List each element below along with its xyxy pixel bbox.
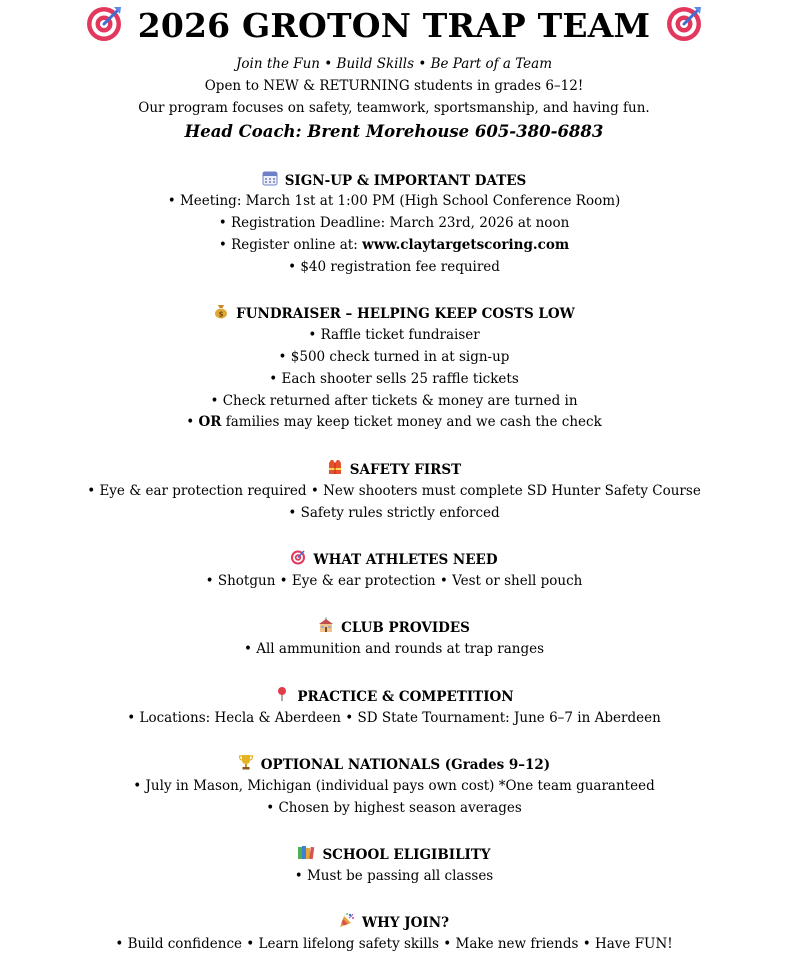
school-icon — [318, 617, 334, 638]
calendar-icon — [262, 170, 278, 191]
section-heading: WHY JOIN? — [362, 914, 449, 931]
focus-text: Our program focuses on safety, teamwork, sportsmanship, and having fun. — [138, 100, 650, 116]
nationals-heading — [0, 754, 788, 775]
section-heading: SAFETY FIRST — [349, 461, 462, 478]
section-heading: FUNDRAISER – HELPING KEEP COSTS LOW — [236, 305, 575, 322]
page-title: 2026 GROTON TRAP TEAM — [137, 5, 651, 45]
tagline: Join the Fun • Build Skills • Be Part of a Team — [235, 56, 553, 72]
section-heading: WHAT ATHLETES NEED — [313, 551, 498, 568]
register-prefix: • Register online at: — [218, 237, 363, 253]
register-link[interactable]: www.claytargetscoring.com — [362, 237, 570, 253]
pushpin-icon — [274, 686, 290, 707]
list-item: • Eye & ear protection required • New shooters must complete SD Hunter Safety Course — [87, 483, 701, 499]
head-coach: Head Coach: Brent Morehouse 605-380-6883 — [184, 122, 604, 141]
meeting-text: • Meeting: March 1st at 1:00 PM (High School Conference Room) — [167, 193, 621, 209]
provides-heading — [0, 617, 788, 638]
title-row — [0, 2, 788, 48]
bullseye-icon — [84, 3, 124, 47]
list-item: • Shotgun • Eye & ear protection • Vest or shell pouch — [205, 573, 583, 589]
list-item: • $500 check turned in at sign-up — [278, 349, 510, 365]
list-item: • Locations: Hecla & Aberdeen • SD State Tournament: June 6–7 in Aberdeen — [127, 710, 661, 726]
list-item: • Chosen by highest season averages — [266, 800, 522, 816]
or-bullet: • — [186, 414, 199, 430]
eligibility-heading — [0, 844, 788, 865]
list-item: • July in Mason, Michigan (individual pays own cost) *One team guaranteed — [133, 778, 655, 794]
section-heading: CLUB PROVIDES — [341, 619, 470, 636]
svg-text:$: $ — [218, 310, 224, 319]
deadline-text: • Registration Deadline: March 23rd, 2026 at noon — [218, 215, 570, 231]
section-heading: SIGN-UP & IMPORTANT DATES — [284, 172, 527, 189]
books-icon — [297, 844, 315, 865]
why-heading — [0, 912, 788, 933]
section-heading: PRACTICE & COMPETITION — [297, 688, 514, 705]
or-rest: families may keep ticket money and we cash the check — [221, 414, 602, 430]
needs-heading — [0, 549, 788, 570]
party-popper-icon — [339, 912, 355, 933]
open-to-text: Open to NEW & RETURNING students in grades 6–12! — [204, 78, 584, 94]
target-icon — [290, 549, 306, 570]
trophy-icon — [238, 754, 254, 775]
or-line — [0, 413, 788, 431]
practice-heading — [0, 686, 788, 707]
safety-vest-icon — [327, 459, 343, 480]
list-item: • Check returned after tickets & money are turned in — [210, 393, 578, 409]
list-item: • Build confidence • Learn lifelong safety skills • Make new friends • Have FUN! — [115, 936, 673, 952]
register-line — [0, 236, 788, 254]
money-bag-icon — [213, 303, 229, 324]
list-item: • Raffle ticket fundraiser — [308, 327, 480, 343]
safety-heading — [0, 459, 788, 480]
list-item: • Each shooter sells 25 raffle tickets — [269, 371, 519, 387]
section-heading: OPTIONAL NATIONALS (Grades 9–12) — [260, 756, 551, 773]
list-item: • Must be passing all classes — [294, 868, 494, 884]
list-item: • All ammunition and rounds at trap ranges — [243, 641, 545, 657]
signup-heading — [0, 170, 788, 191]
list-item: • Safety rules strictly enforced — [288, 505, 500, 521]
fee-text: • $40 registration fee required — [288, 259, 500, 275]
fundraiser-heading — [0, 303, 788, 324]
bullseye-icon — [664, 3, 704, 47]
or-word: OR — [198, 414, 222, 430]
section-heading: SCHOOL ELIGIBILITY — [322, 846, 491, 863]
